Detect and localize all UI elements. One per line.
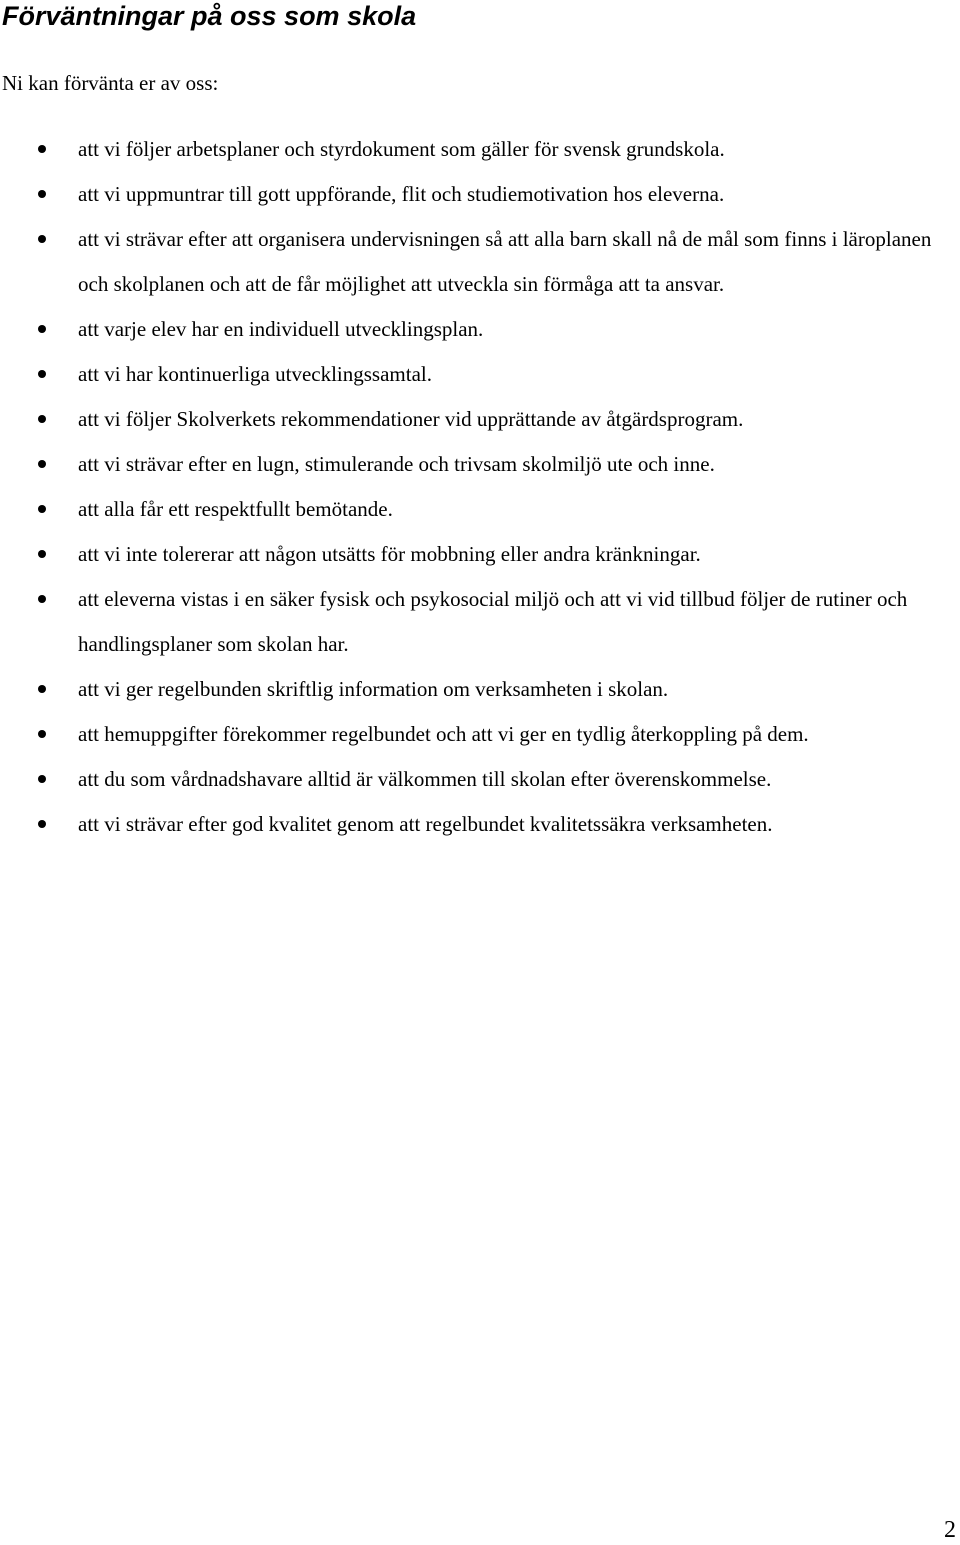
list-item (0, 307, 960, 352)
list-item-text: att varje elev har en individuell utvecklingsplan. (78, 317, 484, 341)
bullet-icon (38, 415, 46, 423)
list-item-text: att eleverna vistas i en säker fysisk och psykosocial miljö och att vi vid tillbud följer de rutiner och handlingsplaner som skolan har. (78, 587, 908, 656)
list-item-text: att vi strävar efter god kvalitet genom att regelbundet kvalitetssäkra verksamheten. (78, 812, 773, 836)
list-item-text: att du som vårdnadshavare alltid är välkommen till skolan efter överenskommelse. (78, 767, 772, 791)
page-number: 2 (944, 1517, 956, 1543)
list-item (0, 712, 960, 757)
bullet-icon (38, 730, 46, 738)
list-item (0, 352, 960, 397)
list-item-text: att vi strävar efter att organisera undervisningen så att alla barn skall nå de mål som finns i läroplanen och skolplanen och att de får möjlighet att utveckla sin förmåga att ta ansvar. (78, 227, 932, 296)
bullet-icon (38, 550, 46, 558)
list-item-text: att hemuppgifter förekommer regelbundet och att vi ger en tydlig återkoppling på dem. (78, 722, 809, 746)
page-title: Förväntningar på oss som skola (2, 1, 417, 31)
list-item-text: att vi följer Skolverkets rekommendationer vid upprättande av åtgärdsprogram. (78, 407, 744, 431)
list-item-text: att alla får ett respektfullt bemötande. (78, 497, 393, 521)
bullet-icon (38, 505, 46, 513)
bullet-icon (38, 820, 46, 828)
list-item-text: att vi inte tolererar att någon utsätts för mobbning eller andra kränkningar. (78, 542, 701, 566)
bullet-icon (38, 595, 46, 603)
intro-text: Ni kan förvänta er av oss: (2, 71, 219, 95)
bullet-icon (38, 325, 46, 333)
bullet-icon (38, 145, 46, 153)
bullet-icon (38, 190, 46, 198)
bullet-icon (38, 685, 46, 693)
list-item (0, 397, 960, 442)
bullet-icon (38, 775, 46, 783)
list-item (0, 802, 960, 847)
bullet-icon (38, 460, 46, 468)
list-item-text: att vi följer arbetsplaner och styrdokument som gäller för svensk grundskola. (78, 137, 725, 161)
list-item (0, 667, 960, 712)
list-item (0, 442, 960, 487)
list-item (0, 532, 960, 577)
list-item (0, 577, 960, 667)
list-item-text: att vi har kontinuerliga utvecklingssamtal. (78, 362, 432, 386)
list-item (0, 172, 960, 217)
list-item (0, 487, 960, 532)
list-item-text: att vi ger regelbunden skriftlig information om verksamheten i skolan. (78, 677, 669, 701)
list-item (0, 757, 960, 802)
bullet-icon (38, 370, 46, 378)
expectations-list (0, 127, 960, 847)
list-item (0, 217, 960, 307)
list-item-text: att vi uppmuntrar till gott uppförande, flit och studiemotivation hos eleverna. (78, 182, 725, 206)
bullet-icon (38, 235, 46, 243)
list-item (0, 127, 960, 172)
list-item-text: att vi strävar efter en lugn, stimulerande och trivsam skolmiljö ute och inne. (78, 452, 715, 476)
